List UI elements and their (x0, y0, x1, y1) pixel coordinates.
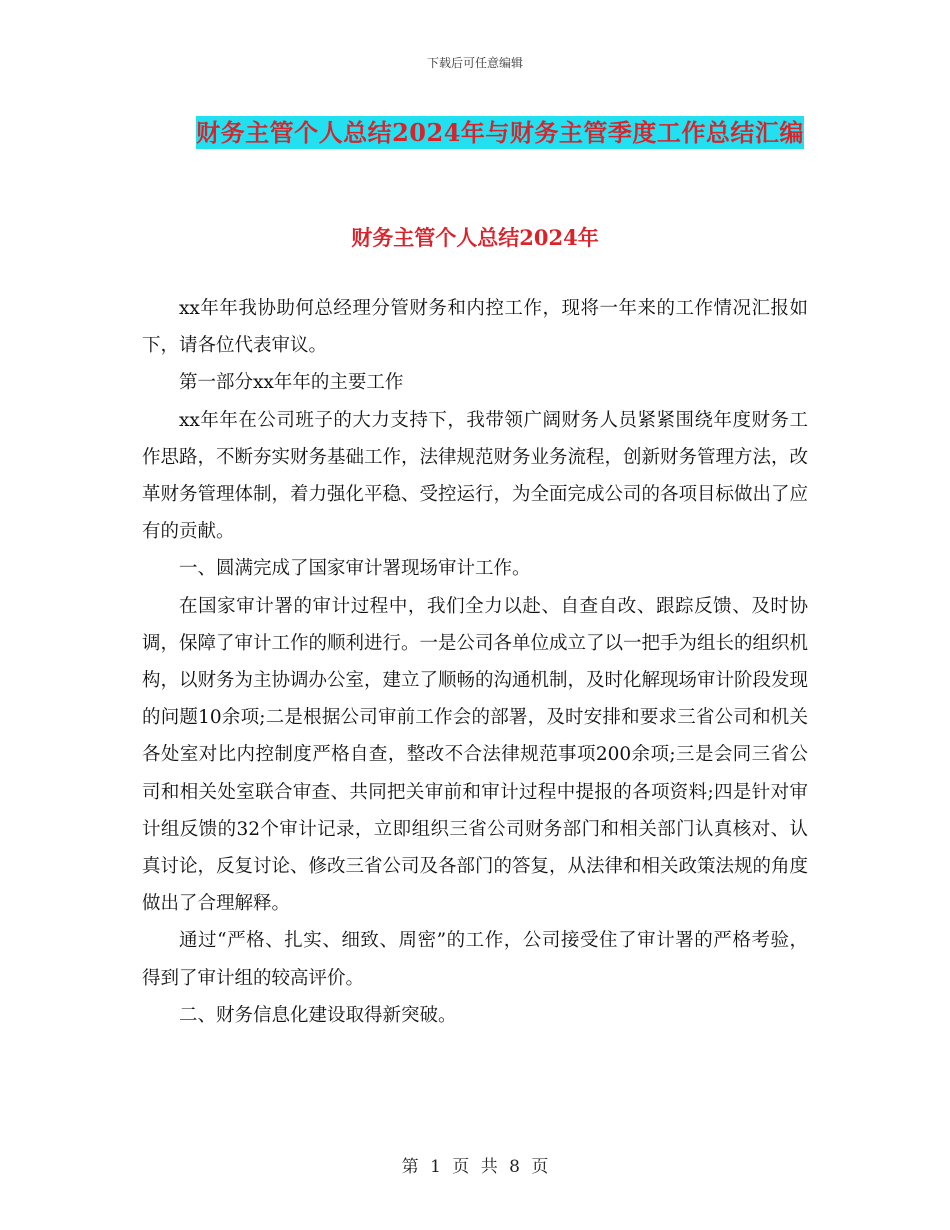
paragraph: 通过“严格、扎实、细致、周密”的工作，公司接受住了审计署的严格考验，得到了审计组的较高评价。 (142, 930, 808, 989)
paragraph: 二、财务信息化建设取得新突破。 (179, 1004, 457, 1026)
paragraph: xx年年在公司班子的大力支持下，我带领广阔财务人员紧紧围绕年度财务工作思路，不断夯实财务基础工作，法律规范财务业务流程，创新财务管理方法，改革财务管理体制，着力强化平稳、受控运行，为全面完成公司的各项目标做出了应有的贡献。 (142, 409, 809, 543)
paragraph: xx年年我协助何总经理分管财务和内控工作，现将一年来的工作情况汇报如下，请各位代表审议。 (142, 298, 808, 357)
page-header-note: 下载后可任意编辑 (426, 56, 523, 70)
document-title-text: 财务主管个人总结2024年与财务主管季度工作总结汇编 (196, 118, 804, 147)
paragraph: 第一部分xx年年的主要工作 (179, 372, 404, 394)
section-title: 财务主管个人总结2024年 (351, 225, 599, 250)
paragraph: 一、圆满完成了国家审计署现场审计工作。 (179, 558, 531, 580)
page-footer: 第 1 页 共 8 页 (401, 1157, 549, 1177)
document-title (140, 112, 860, 154)
document-body (142, 290, 808, 1034)
paragraph: 在国家审计署的审计过程中，我们全力以赴、自查自改、跟踪反馈、及时协调，保障了审计工作的顺利进行。一是公司各单位成立了以一把手为组长的组织机构，以财务为主协调办公室，建立了顺畅的沟通机制，及时化解现场审计阶段发现的问题10余项;二是根据公司审前工作会的部署，及时安排和要求三省公司和机关各处室对比内控制度严格自查，整改不合法律规范事项200余项;三是会同三省公司和相关处室联合审查、共同把关审前和审计过程中提报的各项资料;四是针对审计组反馈的32个审计记录，立即组织三省公司财务部门和相关部门认真核对、认真讨论，反复讨论、修改三省公司及各部门的答复，从法律和相关政策法规的角度做出了合理解释。 (142, 595, 809, 915)
